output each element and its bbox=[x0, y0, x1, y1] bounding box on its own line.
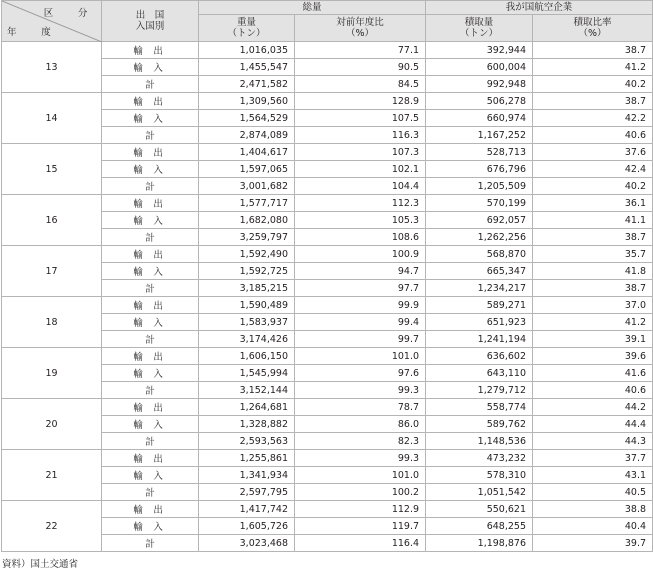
share-ratio-cell: 42.4 bbox=[533, 161, 653, 178]
share-ratio-cell: 40.5 bbox=[533, 484, 653, 501]
carried-volume-cell: 600,004 bbox=[426, 59, 533, 76]
yoy-cell: 116.3 bbox=[295, 127, 426, 144]
share-ratio-cell: 39.1 bbox=[533, 331, 653, 348]
yoy-cell: 107.3 bbox=[295, 144, 426, 161]
carried-volume-cell: 558,774 bbox=[426, 399, 533, 416]
carried-volume-cell: 1,262,256 bbox=[426, 229, 533, 246]
weight-cell: 1,341,934 bbox=[199, 467, 295, 484]
carried-volume-cell: 550,621 bbox=[426, 501, 533, 518]
direction-cell: 輸 出 bbox=[102, 246, 199, 263]
share-ratio-cell: 38.8 bbox=[533, 501, 653, 518]
weight-cell: 1,455,547 bbox=[199, 59, 295, 76]
carried-volume-cell: 1,279,712 bbox=[426, 382, 533, 399]
direction-cell: 輸 入 bbox=[102, 314, 199, 331]
carried-volume-cell: 589,762 bbox=[426, 416, 533, 433]
share-ratio-cell: 41.2 bbox=[533, 314, 653, 331]
carried-volume-cell: 643,110 bbox=[426, 365, 533, 382]
year-cell: 19 bbox=[2, 348, 102, 399]
yoy-cell: 119.7 bbox=[295, 518, 426, 535]
weight-cell: 2,874,089 bbox=[199, 127, 295, 144]
yoy-cell: 99.9 bbox=[295, 297, 426, 314]
carried-volume-cell: 1,051,542 bbox=[426, 484, 533, 501]
share-ratio-cell: 40.2 bbox=[533, 178, 653, 195]
carried-volume-cell: 1,234,217 bbox=[426, 280, 533, 297]
share-ratio-cell: 41.8 bbox=[533, 263, 653, 280]
share-ratio-cell: 40.6 bbox=[533, 382, 653, 399]
year-cell: 21 bbox=[2, 450, 102, 501]
direction-cell: 輸 出 bbox=[102, 42, 199, 59]
weight-cell: 1,682,080 bbox=[199, 212, 295, 229]
share-ratio-cell: 38.7 bbox=[533, 42, 653, 59]
carried-volume-cell: 1,241,194 bbox=[426, 331, 533, 348]
share-ratio-cell: 36.1 bbox=[533, 195, 653, 212]
carried-volume-cell: 1,148,536 bbox=[426, 433, 533, 450]
yoy-cell: 112.3 bbox=[295, 195, 426, 212]
direction-cell: 計 bbox=[102, 127, 199, 144]
weight-cell: 1,255,861 bbox=[199, 450, 295, 467]
year-cell: 14 bbox=[2, 93, 102, 144]
weight-cell: 3,152,144 bbox=[199, 382, 295, 399]
direction-cell: 輸 入 bbox=[102, 365, 199, 382]
table-row bbox=[2, 195, 653, 212]
weight-cell: 2,471,582 bbox=[199, 76, 295, 93]
direction-cell: 計 bbox=[102, 331, 199, 348]
carried-volume-cell: 570,199 bbox=[426, 195, 533, 212]
share-ratio-cell: 44.2 bbox=[533, 399, 653, 416]
share-ratio-cell: 35.7 bbox=[533, 246, 653, 263]
carried-volume-cell: 473,232 bbox=[426, 450, 533, 467]
yoy-cell: 116.4 bbox=[295, 535, 426, 552]
carried-volume-cell: 578,310 bbox=[426, 467, 533, 484]
yoy-cell: 78.7 bbox=[295, 399, 426, 416]
share-ratio-cell: 39.6 bbox=[533, 348, 653, 365]
direction-cell: 計 bbox=[102, 229, 199, 246]
share-ratio-cell: 44.3 bbox=[533, 433, 653, 450]
table-row bbox=[2, 246, 653, 263]
table-row bbox=[2, 450, 653, 467]
table-row bbox=[2, 399, 653, 416]
share-ratio-cell: 42.2 bbox=[533, 110, 653, 127]
yoy-cell: 100.9 bbox=[295, 246, 426, 263]
carried-volume-cell: 1,205,509 bbox=[426, 178, 533, 195]
direction-cell: 輸 出 bbox=[102, 195, 199, 212]
direction-cell: 輸 入 bbox=[102, 161, 199, 178]
share-ratio-cell: 37.0 bbox=[533, 297, 653, 314]
weight-cell: 1,564,529 bbox=[199, 110, 295, 127]
weight-cell: 1,592,725 bbox=[199, 263, 295, 280]
carried-volume-cell: 506,278 bbox=[426, 93, 533, 110]
source-note: 資料）国土交通省 bbox=[2, 559, 79, 570]
carried-volume-cell: 648,255 bbox=[426, 518, 533, 535]
direction-cell: 計 bbox=[102, 433, 199, 450]
direction-cell: 輸 入 bbox=[102, 212, 199, 229]
yoy-cell: 99.7 bbox=[295, 331, 426, 348]
weight-cell: 3,023,468 bbox=[199, 535, 295, 552]
share-ratio-cell: 40.4 bbox=[533, 518, 653, 535]
weight-cell: 1,328,882 bbox=[199, 416, 295, 433]
share-ratio-header: 積取比率 （%） bbox=[533, 15, 653, 42]
share-ratio-cell: 38.7 bbox=[533, 280, 653, 297]
direction-header: 出 国 入国別 bbox=[102, 1, 199, 42]
direction-cell: 輸 出 bbox=[102, 297, 199, 314]
table-row bbox=[2, 93, 653, 110]
carried-volume-cell: 676,796 bbox=[426, 161, 533, 178]
yoy-cell: 99.3 bbox=[295, 450, 426, 467]
weight-cell: 3,259,797 bbox=[199, 229, 295, 246]
carried-volume-cell: 665,347 bbox=[426, 263, 533, 280]
share-ratio-cell: 41.2 bbox=[533, 59, 653, 76]
weight-cell: 1,606,150 bbox=[199, 348, 295, 365]
year-cell: 18 bbox=[2, 297, 102, 348]
yoy-cell: 101.0 bbox=[295, 467, 426, 484]
share-ratio-cell: 40.6 bbox=[533, 127, 653, 144]
share-ratio-cell: 37.6 bbox=[533, 144, 653, 161]
share-ratio-cell: 40.2 bbox=[533, 76, 653, 93]
air-cargo-table bbox=[1, 0, 653, 552]
corner-header bbox=[2, 1, 102, 42]
yoy-cell: 97.6 bbox=[295, 365, 426, 382]
yoy-cell: 101.0 bbox=[295, 348, 426, 365]
share-ratio-cell: 41.1 bbox=[533, 212, 653, 229]
japanese-airlines-group-header: 我が国航空企業 bbox=[426, 1, 653, 15]
direction-cell: 輸 入 bbox=[102, 518, 199, 535]
carried-volume-cell: 992,948 bbox=[426, 76, 533, 93]
weight-cell: 2,597,795 bbox=[199, 484, 295, 501]
table-row bbox=[2, 42, 653, 59]
direction-cell: 輸 入 bbox=[102, 416, 199, 433]
direction-cell: 輸 出 bbox=[102, 93, 199, 110]
share-ratio-cell: 41.6 bbox=[533, 365, 653, 382]
share-ratio-cell: 43.1 bbox=[533, 467, 653, 484]
carried-volume-cell: 692,057 bbox=[426, 212, 533, 229]
direction-cell: 輸 出 bbox=[102, 399, 199, 416]
direction-cell: 計 bbox=[102, 76, 199, 93]
yoy-cell: 105.3 bbox=[295, 212, 426, 229]
weight-cell: 1,016,035 bbox=[199, 42, 295, 59]
year-cell: 17 bbox=[2, 246, 102, 297]
weight-cell: 1,545,994 bbox=[199, 365, 295, 382]
yoy-cell: 90.5 bbox=[295, 59, 426, 76]
share-ratio-cell: 38.7 bbox=[533, 93, 653, 110]
yoy-cell: 99.4 bbox=[295, 314, 426, 331]
yoy-cell: 99.3 bbox=[295, 382, 426, 399]
yoy-cell: 94.7 bbox=[295, 263, 426, 280]
direction-cell: 輸 入 bbox=[102, 467, 199, 484]
weight-cell: 3,185,215 bbox=[199, 280, 295, 297]
weight-cell: 1,404,617 bbox=[199, 144, 295, 161]
carried-volume-cell: 528,713 bbox=[426, 144, 533, 161]
year-cell: 20 bbox=[2, 399, 102, 450]
yoy-cell: 104.4 bbox=[295, 178, 426, 195]
direction-cell: 計 bbox=[102, 178, 199, 195]
table-row bbox=[2, 297, 653, 314]
direction-cell: 輸 出 bbox=[102, 501, 199, 518]
carried-volume-cell: 636,602 bbox=[426, 348, 533, 365]
weight-cell: 1,264,681 bbox=[199, 399, 295, 416]
yoy-cell: 77.1 bbox=[295, 42, 426, 59]
total-group-header: 総量 bbox=[199, 1, 426, 15]
carried-volume-cell: 1,167,252 bbox=[426, 127, 533, 144]
yoy-cell: 100.2 bbox=[295, 484, 426, 501]
direction-cell: 輸 出 bbox=[102, 450, 199, 467]
corner-year-label: 年 度 bbox=[7, 27, 59, 38]
weight-cell: 2,593,563 bbox=[199, 433, 295, 450]
year-cell: 16 bbox=[2, 195, 102, 246]
weight-cell: 1,590,489 bbox=[199, 297, 295, 314]
yoy-cell: 112.9 bbox=[295, 501, 426, 518]
weight-cell: 1,592,490 bbox=[199, 246, 295, 263]
share-ratio-cell: 37.7 bbox=[533, 450, 653, 467]
carried-volume-cell: 660,974 bbox=[426, 110, 533, 127]
carried-volume-cell: 589,271 bbox=[426, 297, 533, 314]
weight-cell: 1,597,065 bbox=[199, 161, 295, 178]
direction-cell: 計 bbox=[102, 535, 199, 552]
yoy-cell: 128.9 bbox=[295, 93, 426, 110]
direction-cell: 輸 出 bbox=[102, 144, 199, 161]
yoy-header: 対前年度比 （%） bbox=[295, 15, 426, 42]
yoy-cell: 86.0 bbox=[295, 416, 426, 433]
yoy-cell: 84.5 bbox=[295, 76, 426, 93]
direction-cell: 計 bbox=[102, 484, 199, 501]
table-row bbox=[2, 144, 653, 161]
carried-volume-cell: 1,198,876 bbox=[426, 535, 533, 552]
yoy-cell: 82.3 bbox=[295, 433, 426, 450]
weight-cell: 1,583,937 bbox=[199, 314, 295, 331]
corner-category-label: 区 分 bbox=[43, 8, 95, 19]
share-ratio-cell: 44.4 bbox=[533, 416, 653, 433]
yoy-cell: 107.5 bbox=[295, 110, 426, 127]
share-ratio-cell: 39.7 bbox=[533, 535, 653, 552]
yoy-cell: 97.7 bbox=[295, 280, 426, 297]
carried-volume-cell: 392,944 bbox=[426, 42, 533, 59]
table-row bbox=[2, 348, 653, 365]
weight-cell: 1,577,717 bbox=[199, 195, 295, 212]
direction-cell: 輸 入 bbox=[102, 263, 199, 280]
table-row bbox=[2, 501, 653, 518]
carried-volume-header: 積取量 （トン） bbox=[426, 15, 533, 42]
direction-cell: 輸 出 bbox=[102, 348, 199, 365]
carried-volume-cell: 651,923 bbox=[426, 314, 533, 331]
yoy-cell: 102.1 bbox=[295, 161, 426, 178]
yoy-cell: 108.6 bbox=[295, 229, 426, 246]
weight-cell: 1,309,560 bbox=[199, 93, 295, 110]
weight-cell: 1,605,726 bbox=[199, 518, 295, 535]
direction-cell: 計 bbox=[102, 280, 199, 297]
table-body bbox=[2, 42, 653, 552]
weight-header: 重量 （トン） bbox=[199, 15, 295, 42]
direction-cell: 輸 入 bbox=[102, 110, 199, 127]
year-cell: 22 bbox=[2, 501, 102, 552]
direction-cell: 輸 入 bbox=[102, 59, 199, 76]
year-cell: 15 bbox=[2, 144, 102, 195]
weight-cell: 3,174,426 bbox=[199, 331, 295, 348]
weight-cell: 3,001,682 bbox=[199, 178, 295, 195]
carried-volume-cell: 568,870 bbox=[426, 246, 533, 263]
share-ratio-cell: 38.7 bbox=[533, 229, 653, 246]
weight-cell: 1,417,742 bbox=[199, 501, 295, 518]
year-cell: 13 bbox=[2, 42, 102, 93]
direction-cell: 計 bbox=[102, 382, 199, 399]
